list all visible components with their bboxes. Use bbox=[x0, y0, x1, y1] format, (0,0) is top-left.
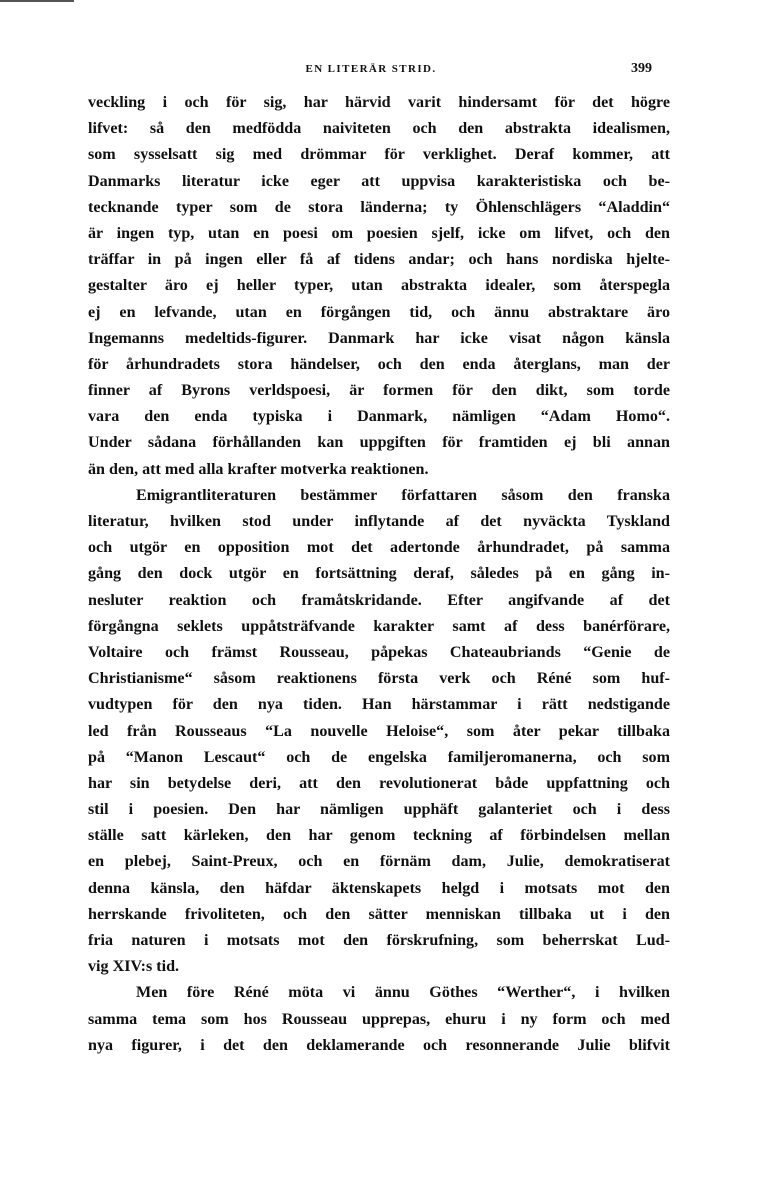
body-text bbox=[88, 90, 670, 1059]
text-line: Emigrantliteraturen bestämmer författaren såsom den franska bbox=[136, 486, 670, 504]
text-line: nya figurer, i det den deklamerande och resonnerande Julie blifvit bbox=[88, 1036, 670, 1054]
text-line: denna känsla, den häfdar äktenskapets helgd i motsats mot den bbox=[88, 879, 670, 897]
text-line: gestalter äro ej heller typer, utan abstrakta idealer, som återspegla bbox=[88, 277, 670, 295]
paragraph bbox=[88, 90, 670, 483]
text-line: förgångna seklets uppåtsträfvande karakter samt af dess banérförare, bbox=[88, 617, 670, 635]
text-line: led från Rousseaus “La nouvelle Heloise“, som åter pekar tillbaka bbox=[88, 722, 670, 740]
scan-edge-mark bbox=[0, 0, 74, 2]
text-line: fria naturen i motsats mot den förskrufning, som beherrskat Lud- bbox=[88, 932, 670, 949]
text-line: stil i poesien. Den har nämligen upphäft galanteriet och i dess bbox=[88, 801, 670, 819]
text-line: Danmarks literatur icke eger att uppvisa karakteristiska och be- bbox=[88, 172, 670, 190]
text-line: Men före Réné möta vi ännu Göthes “Werther“, i hvilken bbox=[136, 984, 670, 1002]
text-line: och utgör en opposition mot det adertonde århundradet, på samma bbox=[88, 539, 670, 557]
paragraph bbox=[88, 980, 670, 1059]
text-line: Ingemanns medeltids-figurer. Danmark har icke visat någon känsla bbox=[88, 329, 670, 347]
text-line: Voltaire och främst Rousseau, påpekas Chateaubriands “Genie de bbox=[88, 643, 670, 661]
text-line: Christianisme“ såsom reaktionens första verk och Réné som huf- bbox=[88, 670, 670, 688]
text-line: en plebej, Saint-Preux, och en förnäm dam, Julie, demokratiserat bbox=[88, 853, 670, 871]
text-line: för århundradets stora händelser, och den enda återglans, man der bbox=[88, 355, 670, 373]
text-line: gång den dock utgör en fortsättning deraf, således på en gång in- bbox=[88, 565, 670, 583]
text-line: ställe satt kärleken, den har genom teckning af förbindelsen mellan bbox=[88, 827, 670, 845]
text-line: literatur, hvilken stod under inflytande af det nyväckta Tyskland bbox=[88, 513, 670, 530]
paragraphs-container bbox=[88, 90, 670, 1059]
text-line: herrskande frivoliteten, och den sätter menniskan tillbaka ut i den bbox=[88, 905, 670, 923]
text-line: på “Manon Lescaut“ och de engelska familjeromanerna, och som bbox=[88, 748, 670, 766]
text-line: Under sådana förhållanden kan uppgiften för framtiden ej bli annan bbox=[88, 434, 670, 452]
text-line: tecknande typer som de stora länderna; ty Öhlenschlägers “Aladdin“ bbox=[88, 198, 670, 216]
text-line: träffar in på ingen eller få af tidens andar; och hans nordiska hjelte- bbox=[88, 251, 670, 269]
text-line: är ingen typ, utan en poesi om poesien sjelf, icke om lifvet, och den bbox=[88, 224, 670, 242]
text-line: än den, att med alla krafter motverka reaktionen. bbox=[88, 460, 429, 478]
text-line: vara den enda typiska i Danmark, nämligen “Adam Homo“. bbox=[88, 408, 670, 426]
text-line: har sin betydelse deri, att den revolutionerat både uppfattning och bbox=[88, 774, 670, 792]
text-line: finner af Byrons verldspoesi, är formen för den dikt, som torde bbox=[88, 382, 670, 400]
text-line: vudtypen för den nya tiden. Han härstammar i rätt nedstigande bbox=[88, 696, 670, 714]
text-line: veckling i och för sig, har härvid varit hindersamt för det högre bbox=[88, 94, 670, 111]
page-number: 399 bbox=[631, 61, 652, 76]
running-title: EN LITERÄR STRID. bbox=[305, 63, 437, 75]
text-line: som sysselsatt sig med drömmar för verklighet. Deraf kommer, att bbox=[88, 146, 670, 164]
paragraph bbox=[88, 483, 670, 981]
text-line: ej en lefvande, utan en förgången tid, och ännu abstraktare äro bbox=[88, 303, 670, 321]
text-line: nesluter reaktion och framåtskridande. Efter angifvande af det bbox=[88, 591, 670, 609]
text-line: samma tema som hos Rousseau upprepas, ehuru i ny form och med bbox=[88, 1010, 670, 1028]
text-line: lifvet: så den medfödda naiviteten och den abstrakta idealismen, bbox=[88, 120, 670, 138]
page-header bbox=[90, 63, 652, 81]
text-line: vig XIV:s tid. bbox=[88, 958, 180, 976]
